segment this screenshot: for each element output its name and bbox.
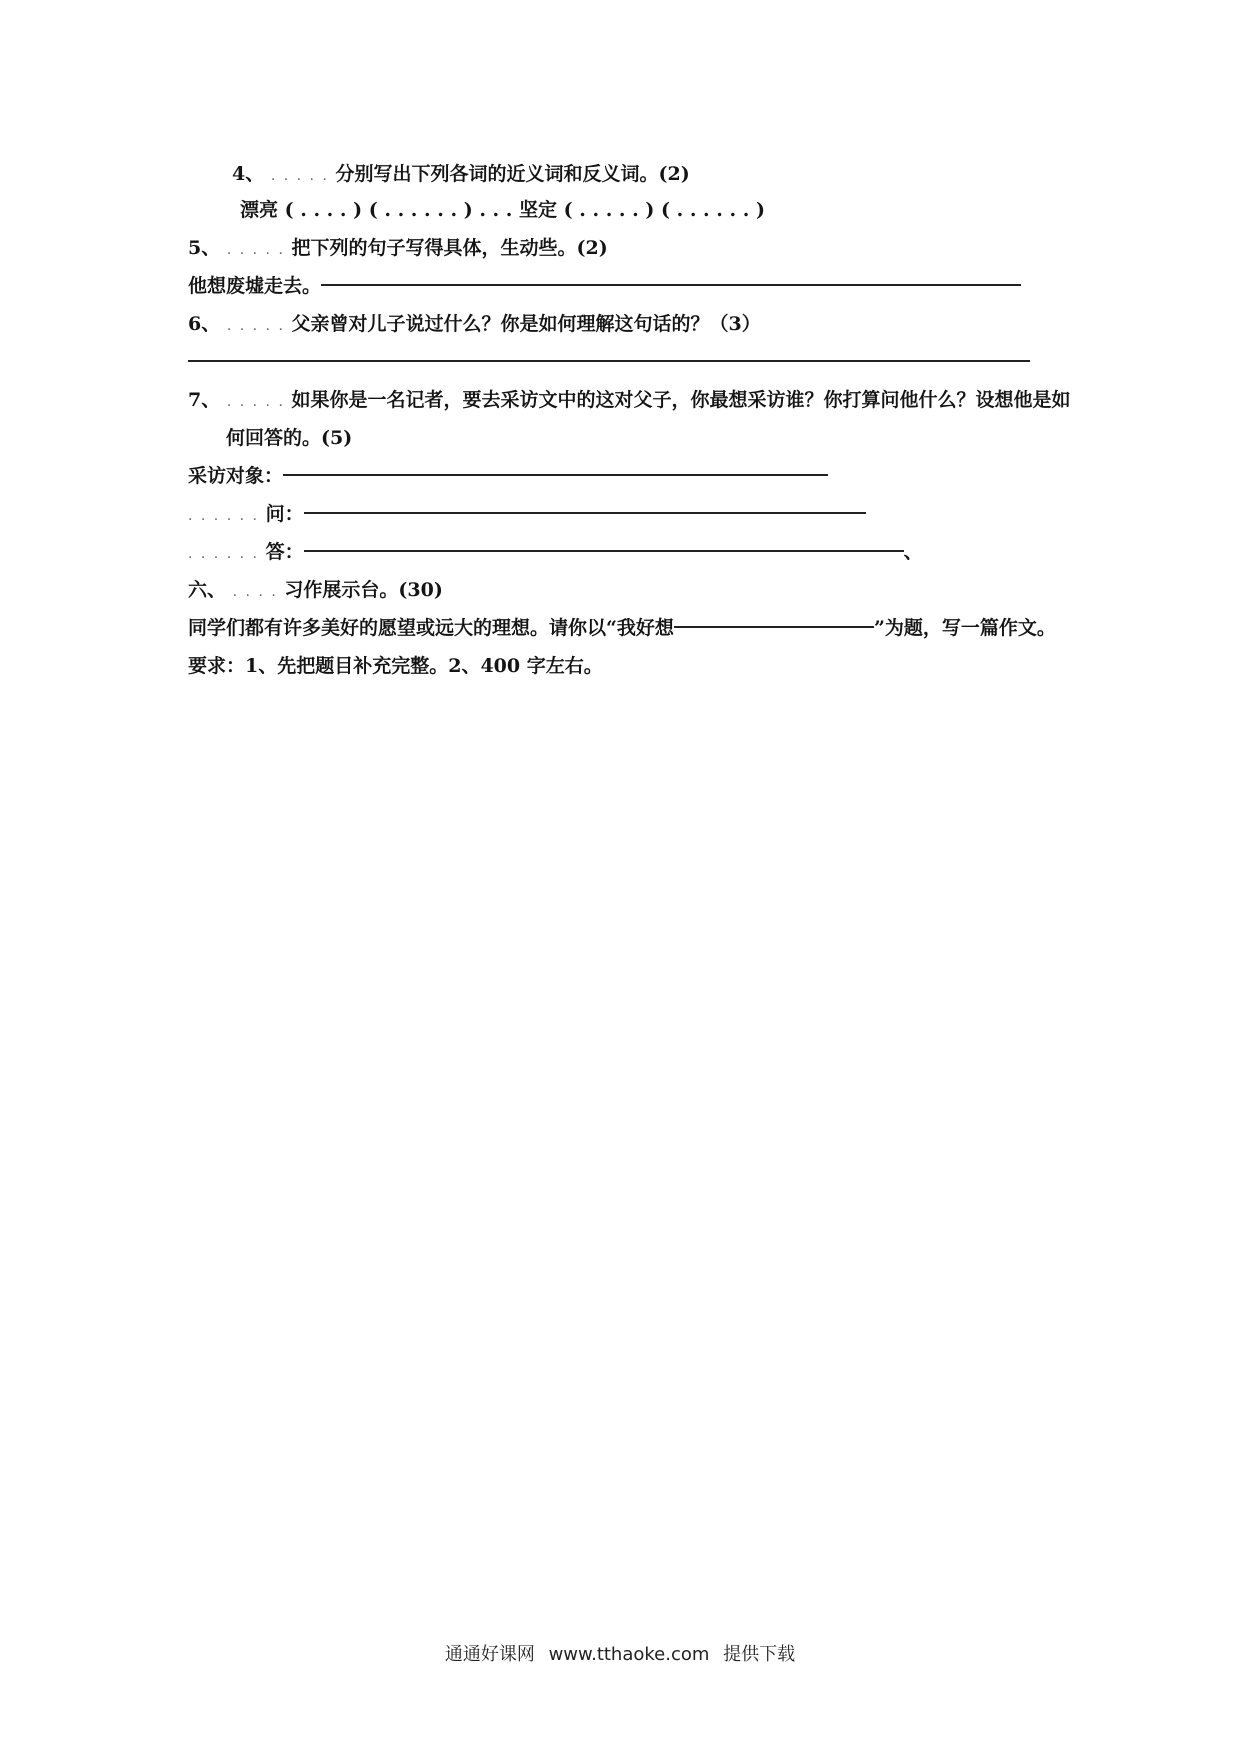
section6-requirements: 要求：1、先把题目补充完整。2、400 字左右。 [188, 655, 603, 677]
q4-text: 分别写出下列各词的近义词和反义词。(2) [335, 163, 690, 185]
section6-title: 习作展示台。(30) [284, 579, 443, 601]
q7-text-line2: 何回答的。(5) [226, 427, 353, 449]
q7-answer-tail: 、 [903, 541, 923, 563]
section6-number: 六、 [188, 579, 227, 601]
section6-heading [188, 578, 443, 604]
footer-site-name: 通通好课网 [444, 1644, 535, 1665]
q5-answer-line [321, 284, 1021, 286]
section6-prompt-after: ”为题，写一篇作文。 [873, 617, 1056, 639]
q6-answer-row [188, 350, 1030, 374]
q7-text-line1: 如果你是一名记者，要去采访文中的这对父子，你最想采访谁？你打算问他什么？设想他是如 [291, 389, 1071, 411]
footer-suffix: 提供下载 [723, 1644, 796, 1665]
q5-dots: . . . . . [226, 242, 285, 258]
q5-text: 把下列的句子写得具体，生动些。(2) [291, 237, 608, 259]
q6-answer-line [188, 360, 1030, 362]
q5-heading [188, 236, 608, 262]
q7-interviewee-label: 采访对象： [188, 465, 284, 487]
q5-number: 5、 [188, 237, 221, 259]
q7-question-line [304, 512, 866, 514]
section6-title-blank [674, 626, 874, 628]
q7-interviewee-row [188, 464, 828, 488]
q7-heading [188, 388, 1071, 414]
q6-number: 6、 [188, 313, 221, 335]
q4-words-line: 漂亮 ( . . . . ) ( . . . . . . ) . . . 坚定 ( . . . . . ) ( . . . . . . ) [240, 199, 765, 221]
q7-question-row [188, 502, 866, 528]
footer-url[interactable]: www.tthaoke.com [548, 1644, 710, 1665]
q7-answer-dots: . . . . . . [188, 546, 259, 562]
q7-answer-line [304, 550, 904, 552]
q4-number: 4、 [232, 163, 265, 185]
q7-number: 7、 [188, 389, 221, 411]
q5-sentence: 他想废墟走去。 [188, 275, 322, 297]
section6-prompt-before: 同学们都有许多美好的愿望或远大的理想。请你以“我好想 [188, 617, 674, 639]
q7-dots: . . . . . [226, 394, 285, 410]
q4-heading [232, 162, 690, 188]
q7-question-dots: . . . . . . [188, 508, 259, 524]
q6-dots: . . . . . [226, 318, 285, 334]
q4-dots: . . . . . [270, 168, 329, 184]
section6-prompt [188, 616, 1056, 640]
q7-interviewee-line [283, 474, 828, 476]
page-footer [0, 1640, 1240, 1666]
q7-answer-label: 答： [265, 541, 304, 563]
q6-heading [188, 312, 761, 338]
q7-answer-row [188, 540, 923, 566]
q7-question-label: 问： [265, 503, 304, 525]
section6-dots: . . . . [232, 584, 278, 600]
q6-text: 父亲曾对儿子说过什么？你是如何理解这句话的？（3） [291, 313, 761, 335]
q5-sentence-row [188, 274, 1021, 298]
